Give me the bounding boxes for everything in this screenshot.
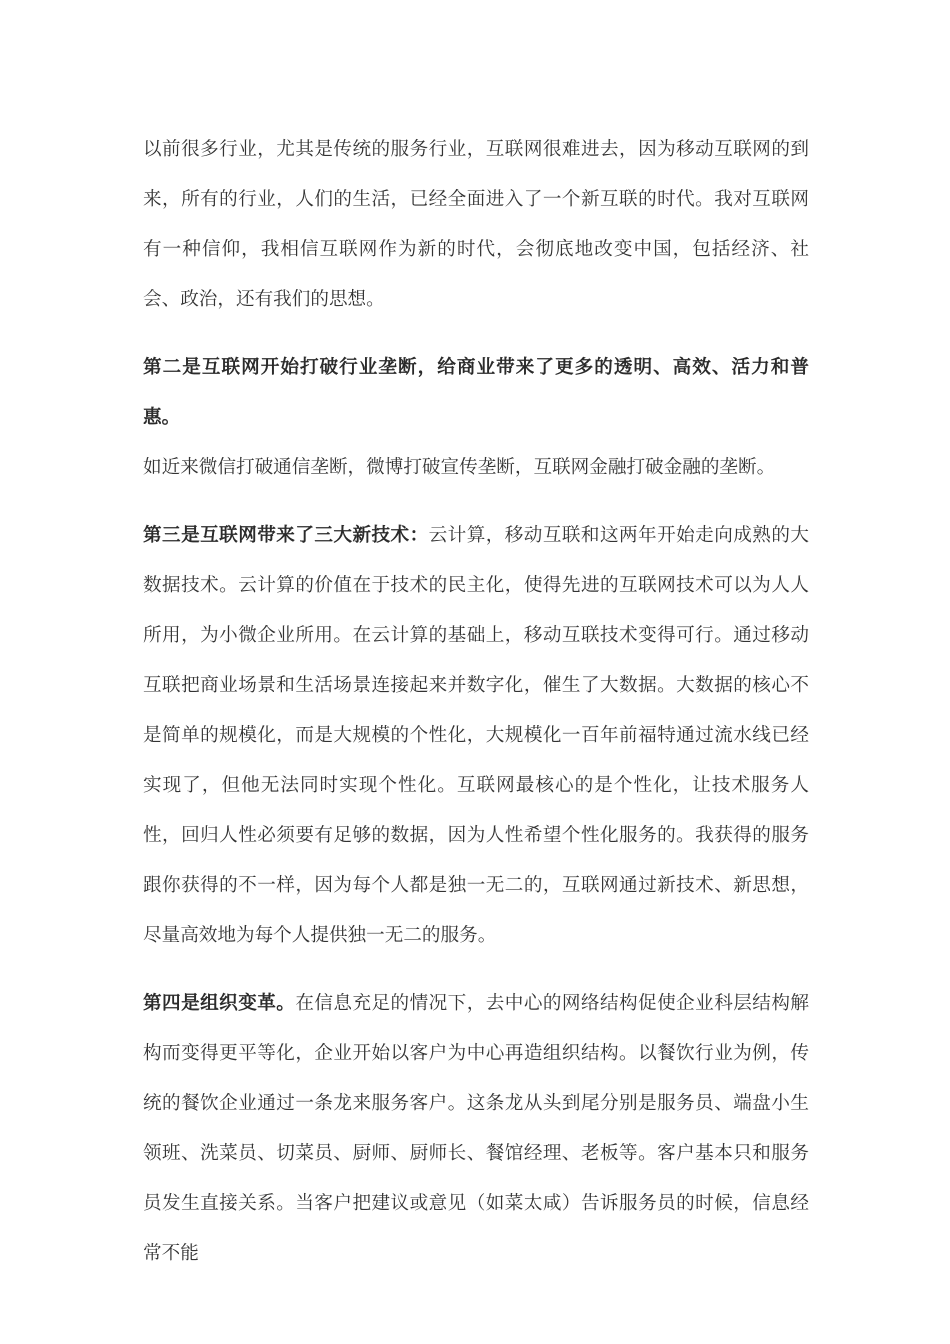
paragraph-lead: 第三是互联网带来了三大新技术：	[143, 525, 429, 546]
article-body	[143, 125, 809, 1279]
paragraph-intro	[143, 125, 809, 325]
paragraph-lead: 第二是互联网开始打破行业垄断，给商业带来了更多的透明、高效、活力和普惠。	[143, 357, 809, 428]
paragraph-point-two-example	[143, 443, 809, 493]
paragraph-point-two	[143, 343, 809, 443]
paragraph-text: 云计算，移动互联和这两年开始走向成熟的大数据技术。云计算的价值在于技术的民主化，使得先进的互联网技术可以为人人所用，为小微企业所用。在云计算的基础上，移动互联技术变得可行。通过移动互联把商业场景和生活场景连接起来并数字化，催生了大数据。大数据的核心不是简单的规模化，而是大规模的个性化，大规模化一百年前福特通过流水线已经实现了，但他无法同时实现个性化。互联网最核心的是个性化，让技术服务人性，回归人性必须要有足够的数据，因为人性希望个性化服务的。我获得的服务跟你获得的不一样，因为每个人都是独一无二的，互联网通过新技术、新思想，尽量高效地为每个人提供独一无二的服务。	[143, 525, 809, 946]
paragraph-text: 在信息充足的情况下，去中心的网络结构促使企业科层结构解构而变得更平等化，企业开始以客户为中心再造组织结构。以餐饮行业为例，传统的餐饮企业通过一条龙来服务客户。这条龙从头到尾分别是服务员、端盘小生领班、洗菜员、切菜员、厨师、厨师长、餐馆经理、老板等。客户基本只和服务员发生直接关系。当客户把建议或意见（如菜太咸）告诉服务员的时候，信息经常不能	[143, 993, 809, 1264]
paragraph-text: 如近来微信打破通信垄断，微博打破宣传垄断，互联网金融打破金融的垄断。	[143, 457, 776, 478]
paragraph-lead: 第四是组织变革。	[143, 993, 296, 1014]
paragraph-text: 以前很多行业，尤其是传统的服务行业，互联网很难进去，因为移动互联网的到来，所有的行业，人们的生活，已经全面进入了一个新互联的时代。我对互联网有一种信仰，我相信互联网作为新的时代，会彻底地改变中国，包括经济、社会、政治，还有我们的思想。	[143, 139, 809, 310]
paragraph-point-four	[143, 979, 809, 1279]
paragraph-point-three	[143, 511, 809, 961]
